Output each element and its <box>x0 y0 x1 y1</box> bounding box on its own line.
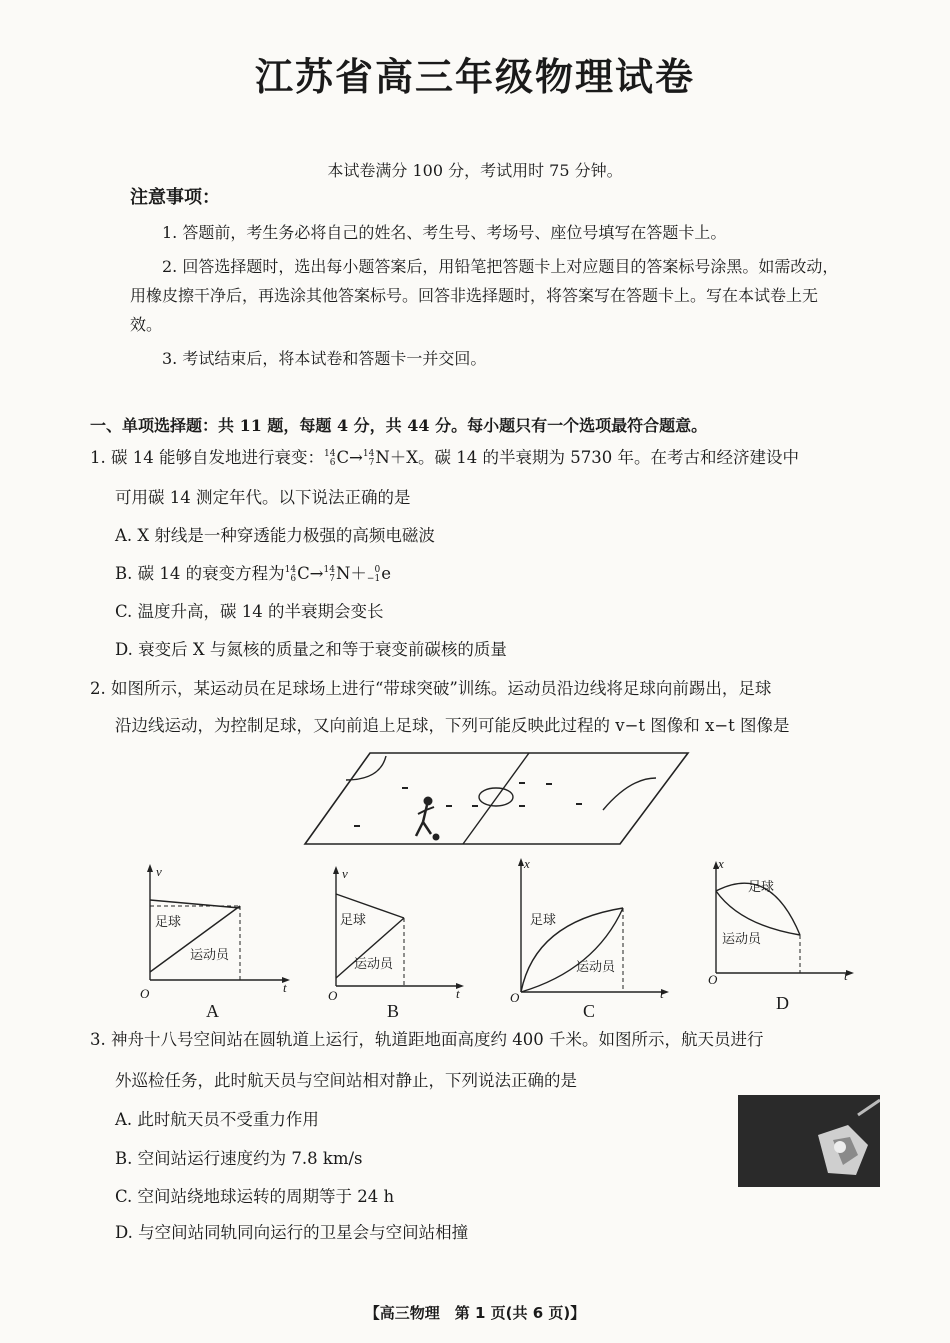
astronaut-spacewalk-image <box>738 1095 880 1187</box>
nuclide-c14 <box>324 450 335 468</box>
graph-b-axis-x: t <box>456 986 460 1001</box>
graph-d <box>700 855 860 995</box>
q1-text-c: N＋X。碳 14 的半衰期为 5730 年。在考古和经济建设中 <box>375 448 799 467</box>
atomic-number: 6 <box>290 573 297 584</box>
graph-b-origin: O <box>328 988 338 1003</box>
notice-item-3: 3. 考试结束后，将本试卷和答题卡一并交回。 <box>162 349 487 368</box>
q1-option-c: C. 温度升高，碳 14 的半衰期会变长 <box>115 602 384 621</box>
notice-heading: 注意事项： <box>130 187 220 208</box>
graph-c-origin: O <box>510 990 520 1005</box>
mass-number: 14 <box>284 564 297 575</box>
atomic-number: 7 <box>329 573 335 584</box>
graph-a-label-ball: 足球 <box>155 914 182 929</box>
nuclide-n14 <box>324 566 335 584</box>
runner-icon <box>416 797 439 840</box>
mass-number: 14 <box>323 448 336 459</box>
question-1-stem-line-2: 可用碳 14 测定年代。以下说法正确的是 <box>115 488 411 507</box>
notice-item-1: 1. 答题前，考生务必将自己的姓名、考生号、考场号、座位号填写在答题卡上。 <box>162 223 727 242</box>
exam-info: 本试卷满分 100 分，考试用时 75 分钟。 <box>327 161 623 180</box>
graph-a-letter: A <box>206 1001 219 1021</box>
question-3-stem-line-2: 外巡检任务，此时航天员与空间站相对静止，下列说法正确的是 <box>115 1071 577 1090</box>
graph-d-origin: O <box>708 972 718 987</box>
q3-option-c: C. 空间站绕地球运转的周期等于 24 h <box>115 1187 395 1206</box>
graph-c-axis-y: x <box>524 856 530 871</box>
graph-d-label-ball: 足球 <box>748 879 775 894</box>
mass-number: 14 <box>362 448 375 459</box>
graph-a-axis-y: v <box>156 864 162 879</box>
question-1-stem-line-1 <box>90 444 799 468</box>
graph-a-axis-x: t <box>283 980 287 995</box>
graph-b-label-ball: 足球 <box>340 912 367 927</box>
q1-opt-b-text: B. 碳 14 的衰变方程为 <box>115 564 285 583</box>
graph-d-label-player: 运动员 <box>722 931 762 946</box>
graph-c-axis-x: t <box>660 986 664 1001</box>
astronaut-photo <box>738 1095 880 1187</box>
q3-option-d: D. 与空间站同轨同向运行的卫星会与空间站相撞 <box>115 1223 469 1242</box>
graph-a-origin: O <box>140 986 150 1001</box>
section-heading: 一、单项选择题：共 11 题，每题 4 分，共 44 分。每小题只有一个选项最符合题意。 <box>90 416 708 435</box>
player-markers <box>354 783 582 826</box>
graph-b-axis-y: v <box>342 866 348 881</box>
ball-line <box>150 900 240 908</box>
graph-b-letter: B <box>387 1001 400 1021</box>
notice-item-2: 2. 回答选择题时，选出每小题答案后，用铅笔把答题卡上对应题目的答案标号涂黑。如需改动，用橡皮擦干净后，再选涂其他答案标号。回答非选择题时，将答案写在答题卡上。写在本试卷上无效。 <box>130 257 839 334</box>
mass-number: 14 <box>323 564 335 575</box>
graph-c-label-ball: 足球 <box>530 912 557 927</box>
atomic-number: 7 <box>368 457 375 468</box>
graph-c <box>505 852 675 1017</box>
graph-d-letter: D <box>776 993 789 1013</box>
q1-text-b: C→ <box>336 448 363 467</box>
q1-opt-b-arrow: C→ <box>297 564 324 583</box>
center-circle <box>479 788 513 806</box>
soccer-field-diagram <box>300 748 690 848</box>
graph-d-axis-y: x <box>718 856 724 871</box>
q1-text-a: 1. 碳 14 能够自发地进行衰变： <box>90 448 324 467</box>
q1-option-d: D. 衰变后 X 与氮核的质量之和等于衰变前碳核的质量 <box>115 640 507 659</box>
q1-option-b <box>115 560 391 584</box>
q3-option-b: B. 空间站运行速度约为 7.8 km/s <box>115 1149 363 1168</box>
graph-c-letter: C <box>583 1001 596 1021</box>
q1-opt-b-plus: N＋ <box>335 564 367 583</box>
question-2-stem-line-1: 2. 如图所示，某运动员在足球场上进行“带球突破”训练。运动员沿边线将足球向前踢出，足球 <box>90 679 772 698</box>
page-footer: 【高三物理 第 1 页(共 6 页)】 <box>364 1304 586 1322</box>
q1-option-a: A. X 射线是一种穿透能力极强的高频电磁波 <box>115 526 435 545</box>
center-line <box>463 753 529 844</box>
charge-number: −1 <box>366 573 381 584</box>
q3-option-a: A. 此时航天员不受重力作用 <box>115 1110 319 1129</box>
graph-d-axis-x: t <box>844 968 848 983</box>
electron-symbol <box>367 566 380 584</box>
nuclide-n14 <box>363 450 374 468</box>
graph-b-label-player: 运动员 <box>354 956 394 971</box>
graph-a-label-player: 运动员 <box>190 947 230 962</box>
atomic-number: 6 <box>329 457 336 468</box>
question-2-stem-line-2: 沿边线运动，为控制足球，又向前追上足球，下列可能反映此过程的 v−t 图像和 x−t 图像是 <box>115 716 790 735</box>
graph-b <box>320 860 470 1020</box>
graph-c-label-player: 运动员 <box>576 959 616 974</box>
graph-a <box>128 860 293 1020</box>
electron-e: e <box>381 564 391 583</box>
question-3-stem-line-1: 3. 神舟十八号空间站在圆轨道上运行，轨道距地面高度约 400 千米。如图所示，航天员进行 <box>90 1030 764 1049</box>
page-title: 江苏省高三年级物理试卷 <box>254 55 695 99</box>
mass-number: 0 <box>374 564 381 575</box>
nuclide-c14 <box>285 566 296 584</box>
